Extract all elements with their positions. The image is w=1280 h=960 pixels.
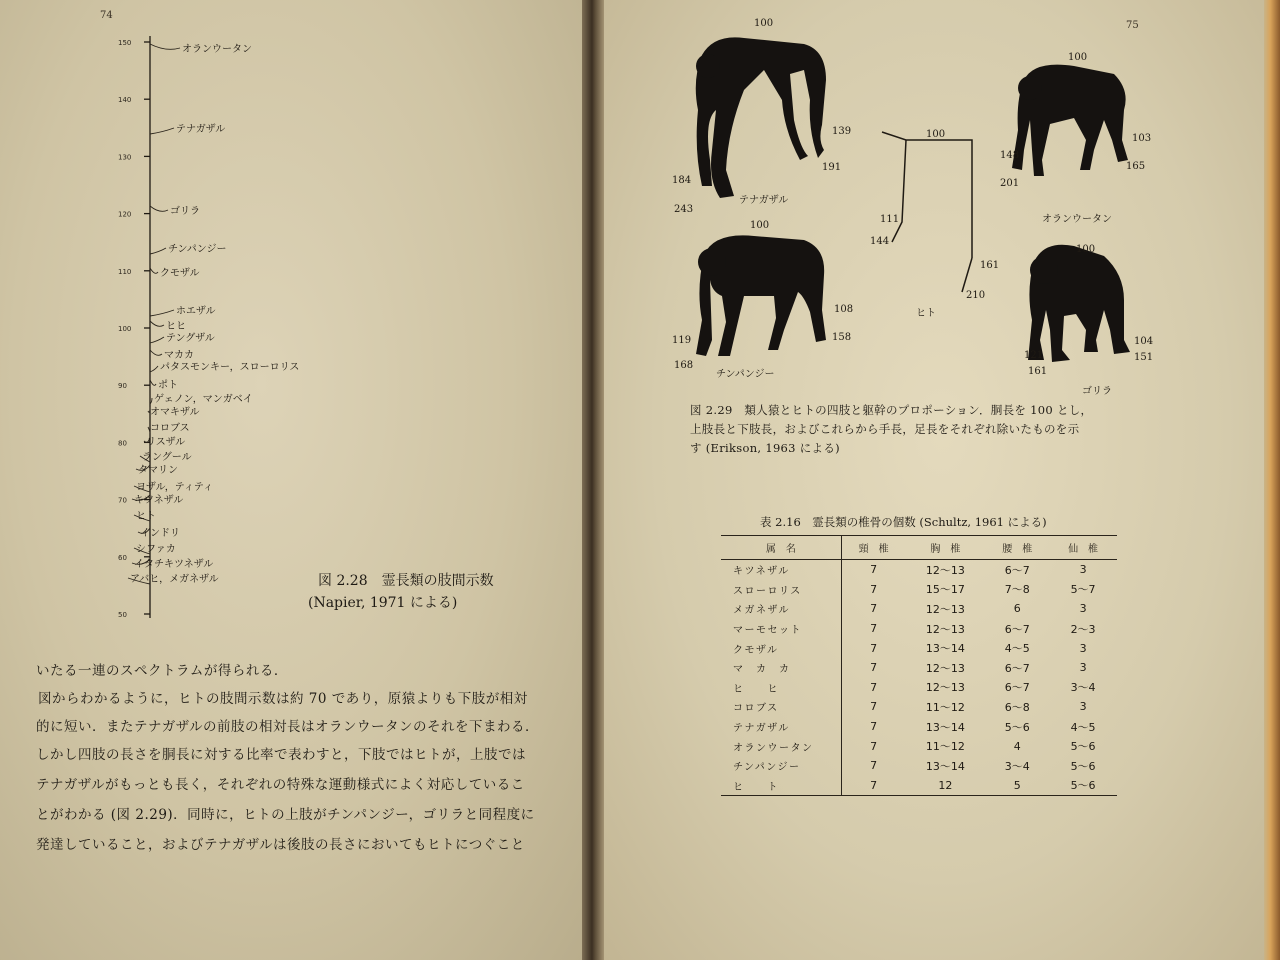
body-line: 発達していること，およびテナガザルは後肢の長さにおいてもヒトにつぐこと [36, 837, 525, 853]
table-cell: ヒ ト [721, 776, 841, 796]
table-cell: 7 [841, 717, 905, 737]
axis-tick-label: 110 [118, 267, 132, 276]
table-cell: テナガザル [733, 723, 790, 735]
table-row [721, 776, 1117, 796]
table-cell: 7 [841, 599, 905, 619]
header-sacral: 仙 椎 [1049, 536, 1117, 560]
table-cell: 3 [1079, 602, 1087, 616]
body-line: テナガザルがもっとも長く，それぞれの特殊な運動様式によく対応しているこ [36, 777, 525, 793]
orangutan-value: 103 [1132, 133, 1152, 144]
leader-line [150, 366, 158, 372]
species-label: ヒト [136, 511, 156, 522]
table-cell: 5 [985, 776, 1049, 796]
leader-line [150, 206, 168, 211]
table-cell: 7 [841, 736, 905, 756]
axis-tick-label: 90 [118, 382, 127, 391]
table-cell: 6 [1013, 602, 1021, 616]
gorilla-value: 161 [1028, 366, 1048, 377]
table-header-row [721, 536, 1117, 560]
human-proportion-diagram [882, 132, 972, 292]
vertebrae-count-table [721, 535, 1117, 796]
species-label: チンパンジー [168, 244, 227, 255]
table-cell: 3 [1079, 563, 1087, 577]
species-label: ゴリラ [170, 206, 200, 217]
leader-line [150, 128, 174, 134]
table-row [721, 580, 1117, 600]
table-row [721, 736, 1117, 756]
species-label: テングザル [166, 333, 215, 344]
body-line: 図からわかるように，ヒトの肢間示数は約 70 であり，原猿よりも下肢が相対 [38, 691, 528, 707]
table-cell: コロブス [733, 703, 779, 715]
table-cell: マ カ カ [733, 664, 791, 676]
table-cell: 5～7 [1070, 583, 1096, 597]
species-label: ゲェノン，マンガベイ [154, 394, 253, 405]
page-number-left: 74 [100, 10, 113, 21]
book-gutter [582, 0, 604, 960]
species-label: ホエザル [176, 306, 216, 317]
species-label: ヨザル，ティティ [136, 482, 214, 493]
gibbon-value: 184 [672, 175, 692, 186]
table-cell: 13～14 [925, 720, 965, 734]
axis-tick-label: 140 [118, 96, 132, 105]
table-cell: 6～8 [1004, 700, 1030, 714]
table-cell: 7～8 [1004, 583, 1030, 597]
table-cell: 7 [841, 638, 905, 658]
table-cell: 6～7 [1004, 622, 1030, 636]
leader-line [150, 248, 166, 254]
table-cell: 13～14 [925, 642, 965, 656]
human-value: 161 [980, 260, 1000, 271]
chimpanzee-value: 108 [834, 304, 854, 315]
chimpanzee-label: チンパンジー [716, 369, 775, 380]
header-lumbar: 腰 椎 [985, 536, 1049, 560]
table-row [721, 638, 1117, 658]
table-row [721, 560, 1117, 580]
species-label: キツネザル [134, 495, 184, 506]
species-label: マカカ [164, 350, 194, 361]
leader-line [150, 44, 180, 49]
species-labels [128, 43, 299, 585]
table-cell: チンパンジー [733, 762, 801, 774]
table-cell: スローロリス [733, 585, 802, 597]
table-row [721, 756, 1117, 776]
table-cell: 3～4 [1070, 681, 1096, 695]
table-cell: 5～6 [1004, 720, 1030, 734]
header-genus: 属 名 [721, 536, 841, 560]
human-value: 111 [880, 214, 900, 225]
leader-line [150, 268, 158, 273]
table-cell: 7 [841, 658, 905, 678]
table-cell: 5～6 [1049, 776, 1117, 796]
orangutan-value: 148 [1000, 150, 1020, 161]
table-cell: 3 [1079, 661, 1087, 675]
gibbon-value: 243 [674, 204, 694, 215]
table-cell: マーモセット [733, 625, 802, 637]
species-label: インドリ [140, 528, 180, 539]
body-line: 的に短い．またテナガザルの前肢の相対長はオランウータンのそれを下まわる． [36, 719, 540, 735]
header-thoracic: 胸 椎 [906, 536, 986, 560]
orangutan-label: オランウータン [1042, 214, 1112, 225]
table-cell: メガネザル [733, 605, 790, 617]
leader-line [150, 321, 164, 326]
table-cell: 3 [1079, 641, 1087, 655]
species-label: オマキザル [150, 407, 200, 418]
page-number-right: 75 [1126, 20, 1139, 31]
chimpanzee-value: 168 [674, 360, 694, 371]
table-cell: 4～5 [1070, 720, 1096, 734]
species-label: リスザル [146, 437, 186, 448]
primate-proportion-figure [604, 0, 1280, 400]
table-row [721, 678, 1117, 698]
table-cell: キツネザル [733, 566, 790, 578]
table-cell: 7 [841, 580, 905, 600]
chimpanzee-trunk-value: 100 [750, 220, 770, 231]
gibbon-value: 139 [832, 126, 852, 137]
right-page [604, 0, 1280, 960]
table-row [721, 658, 1117, 678]
left-page [0, 0, 582, 960]
gibbon-label: テナガザル [739, 195, 789, 206]
table-cell: オランウータン [733, 742, 814, 754]
orangutan-illustration [1012, 65, 1128, 176]
leader-line [150, 350, 162, 355]
table-cell: 15～17 [925, 583, 965, 597]
table-cell: 7 [841, 619, 905, 639]
table-cell: 12～13 [925, 622, 965, 636]
leader-line [150, 380, 156, 385]
human-value: 144 [870, 236, 890, 247]
table-cell: 3～4 [1004, 759, 1030, 773]
table-2-16-title: 表 2.16 霊長類の椎骨の個数 (Schultz, 1961 による) [760, 515, 1047, 529]
axis-tick-label: 60 [118, 553, 127, 562]
table-row [721, 599, 1117, 619]
species-label: ラングール [142, 452, 192, 463]
gorilla-label: ゴリラ [1082, 386, 1112, 397]
species-label: タマリン [138, 465, 178, 476]
axis-tick-label: 50 [118, 611, 127, 619]
table-cell: 6～7 [1004, 563, 1030, 577]
table-cell: 3 [1079, 700, 1087, 714]
table-cell: 5～6 [1070, 759, 1096, 773]
body-line: いたる一連のスペクトラムが得られる． [36, 663, 288, 679]
table-cell: 12～13 [925, 681, 965, 695]
intermembral-index-chart [0, 0, 582, 640]
orangutan-value: 201 [1000, 178, 1020, 189]
caption-line: す (Erikson, 1963 による) [690, 441, 840, 455]
species-label: ポト [158, 380, 178, 391]
human-label: ヒト [916, 308, 936, 319]
leader-line [150, 310, 174, 316]
table-cell: 7 [841, 678, 905, 698]
body-line: とがわかる (図 2.29)．同時に，ヒトの上肢がチンパンジー，ゴリラと同程度に [36, 807, 535, 823]
species-label: アバヒ，メガネザル [130, 574, 219, 585]
table-cell: 7 [841, 756, 905, 776]
chimpanzee-value: 158 [832, 332, 852, 343]
leader-line [150, 337, 164, 343]
table-cell: 13～14 [925, 759, 965, 773]
figure-2-28-caption: 図 2.28 霊長類の肢間示数 [318, 573, 494, 589]
table-cell: 7 [841, 776, 905, 796]
axis-tick-label: 100 [118, 325, 132, 333]
table-cell: 12～13 [925, 602, 965, 616]
table-row [721, 717, 1117, 737]
species-label: イタチキツネザル [134, 559, 214, 570]
table-cell: 5～6 [1070, 740, 1096, 754]
gibbon-trunk-value: 100 [754, 18, 774, 29]
table-cell: 12 [906, 776, 986, 796]
table-cell: ヒ ヒ [733, 683, 779, 695]
caption-line: 上肢長と下肢長，およびこれらから手長，足長をそれぞれ除いたものを示 [690, 422, 1080, 436]
species-label: コロブス [150, 423, 190, 434]
axis-tick-label: 120 [118, 210, 132, 219]
book-edge [1264, 0, 1280, 960]
table-cell: 6～7 [1004, 661, 1030, 675]
human-value: 210 [966, 290, 986, 301]
species-label: テナガザル [176, 124, 226, 135]
gorilla-value: 104 [1134, 336, 1154, 347]
species-label: パタスモンキー，スローロリス [160, 362, 300, 373]
header-cervical: 頸 椎 [841, 536, 905, 560]
axis-tick-label: 80 [118, 439, 127, 448]
table-cell: 11～12 [925, 700, 965, 714]
chimpanzee-illustration [696, 235, 826, 356]
figure-2-28-source: (Napier, 1971 による) [308, 595, 458, 611]
body-line: しかし四肢の長さを胴長に対する比率で表わすと，下肢ではヒトが，上肢では [36, 747, 526, 763]
species-label: シファカ [136, 544, 176, 555]
table-cell: 7 [841, 697, 905, 717]
gorilla-value: 121 [1024, 350, 1044, 361]
gibbon-illustration [696, 37, 826, 198]
species-label: クモザル [160, 268, 200, 279]
table-cell: 4 [1013, 739, 1021, 753]
species-label: ヒヒ [166, 321, 186, 332]
orangutan-value: 165 [1126, 161, 1146, 172]
orangutan-trunk-value: 100 [1068, 52, 1088, 63]
table-row [721, 697, 1117, 717]
table-cell: 6～7 [1004, 681, 1030, 695]
table-cell: 12～13 [925, 661, 965, 675]
table-cell: クモザル [733, 644, 779, 656]
axis-tick-label: 70 [118, 496, 127, 505]
gorilla-trunk-value: 100 [1076, 244, 1096, 255]
human-trunk-value: 100 [926, 129, 946, 140]
table-cell: 12～13 [925, 563, 965, 577]
table-cell: 7 [841, 560, 905, 580]
caption-line: 図 2.29 類人猿とヒトの四肢と躯幹のプロポーション．胴長を 100 とし， [690, 403, 1093, 417]
table-cell: 11～12 [925, 740, 965, 754]
gorilla-value: 151 [1134, 352, 1154, 363]
gorilla-illustration [1028, 245, 1130, 362]
axis-tick-label: 130 [118, 153, 132, 162]
table-cell: 4～5 [1004, 642, 1030, 656]
table-cell: 2～3 [1070, 622, 1096, 636]
species-label: オランウータン [182, 44, 252, 55]
chimpanzee-value: 119 [672, 335, 692, 346]
gibbon-value: 191 [822, 162, 842, 173]
axis-tick-label: 150 [118, 39, 132, 47]
table-row [721, 619, 1117, 639]
